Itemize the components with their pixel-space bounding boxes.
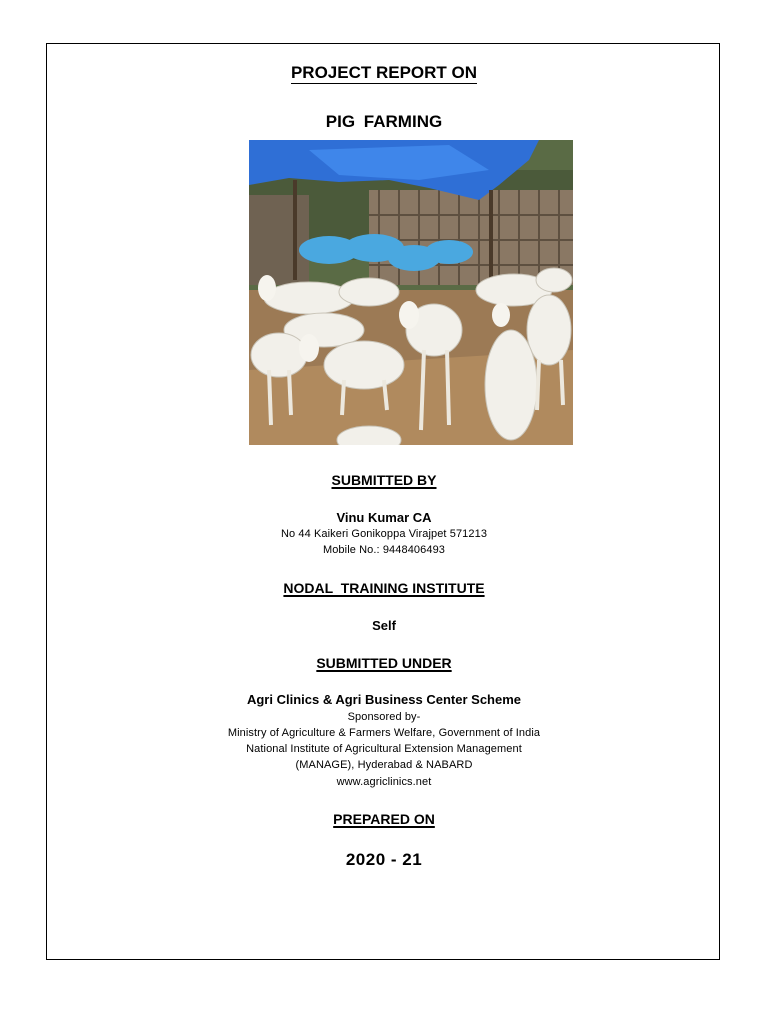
nodal-value: Self: [372, 618, 396, 633]
goat-farm-photo: [249, 140, 573, 445]
institute-line: National Institute of Agricultural Extension Management: [246, 743, 522, 755]
prepared-on-heading: PREPARED ON: [333, 811, 435, 827]
report-title-line2: PIG FARMING: [325, 112, 443, 131]
prepared-year: 2020 - 21: [345, 850, 423, 869]
submitter-mobile: Mobile No.: 9448406493: [322, 544, 446, 556]
submitter-address: No 44 Kaikeri Gonikoppa Virajpet 571213: [280, 528, 488, 540]
sponsored-by: Sponsored by-: [347, 711, 421, 723]
report-title-line1: PROJECT REPORT ON: [290, 63, 478, 82]
submitted-under-heading: SUBMITTED UNDER: [316, 655, 452, 671]
manage-line: (MANAGE), Hyderabad & NABARD: [295, 759, 473, 771]
submitter-name: Vinu Kumar CA: [336, 510, 432, 525]
submitted-by-heading: SUBMITTED BY: [331, 472, 437, 488]
ministry-line: Ministry of Agriculture & Farmers Welfare, Government of India: [227, 727, 541, 739]
scheme-name: Agri Clinics & Agri Business Center Scheme: [246, 692, 522, 707]
nodal-heading: NODAL TRAINING INSTITUTE: [283, 580, 485, 596]
website-line: www.agriclinics.net: [336, 776, 432, 788]
